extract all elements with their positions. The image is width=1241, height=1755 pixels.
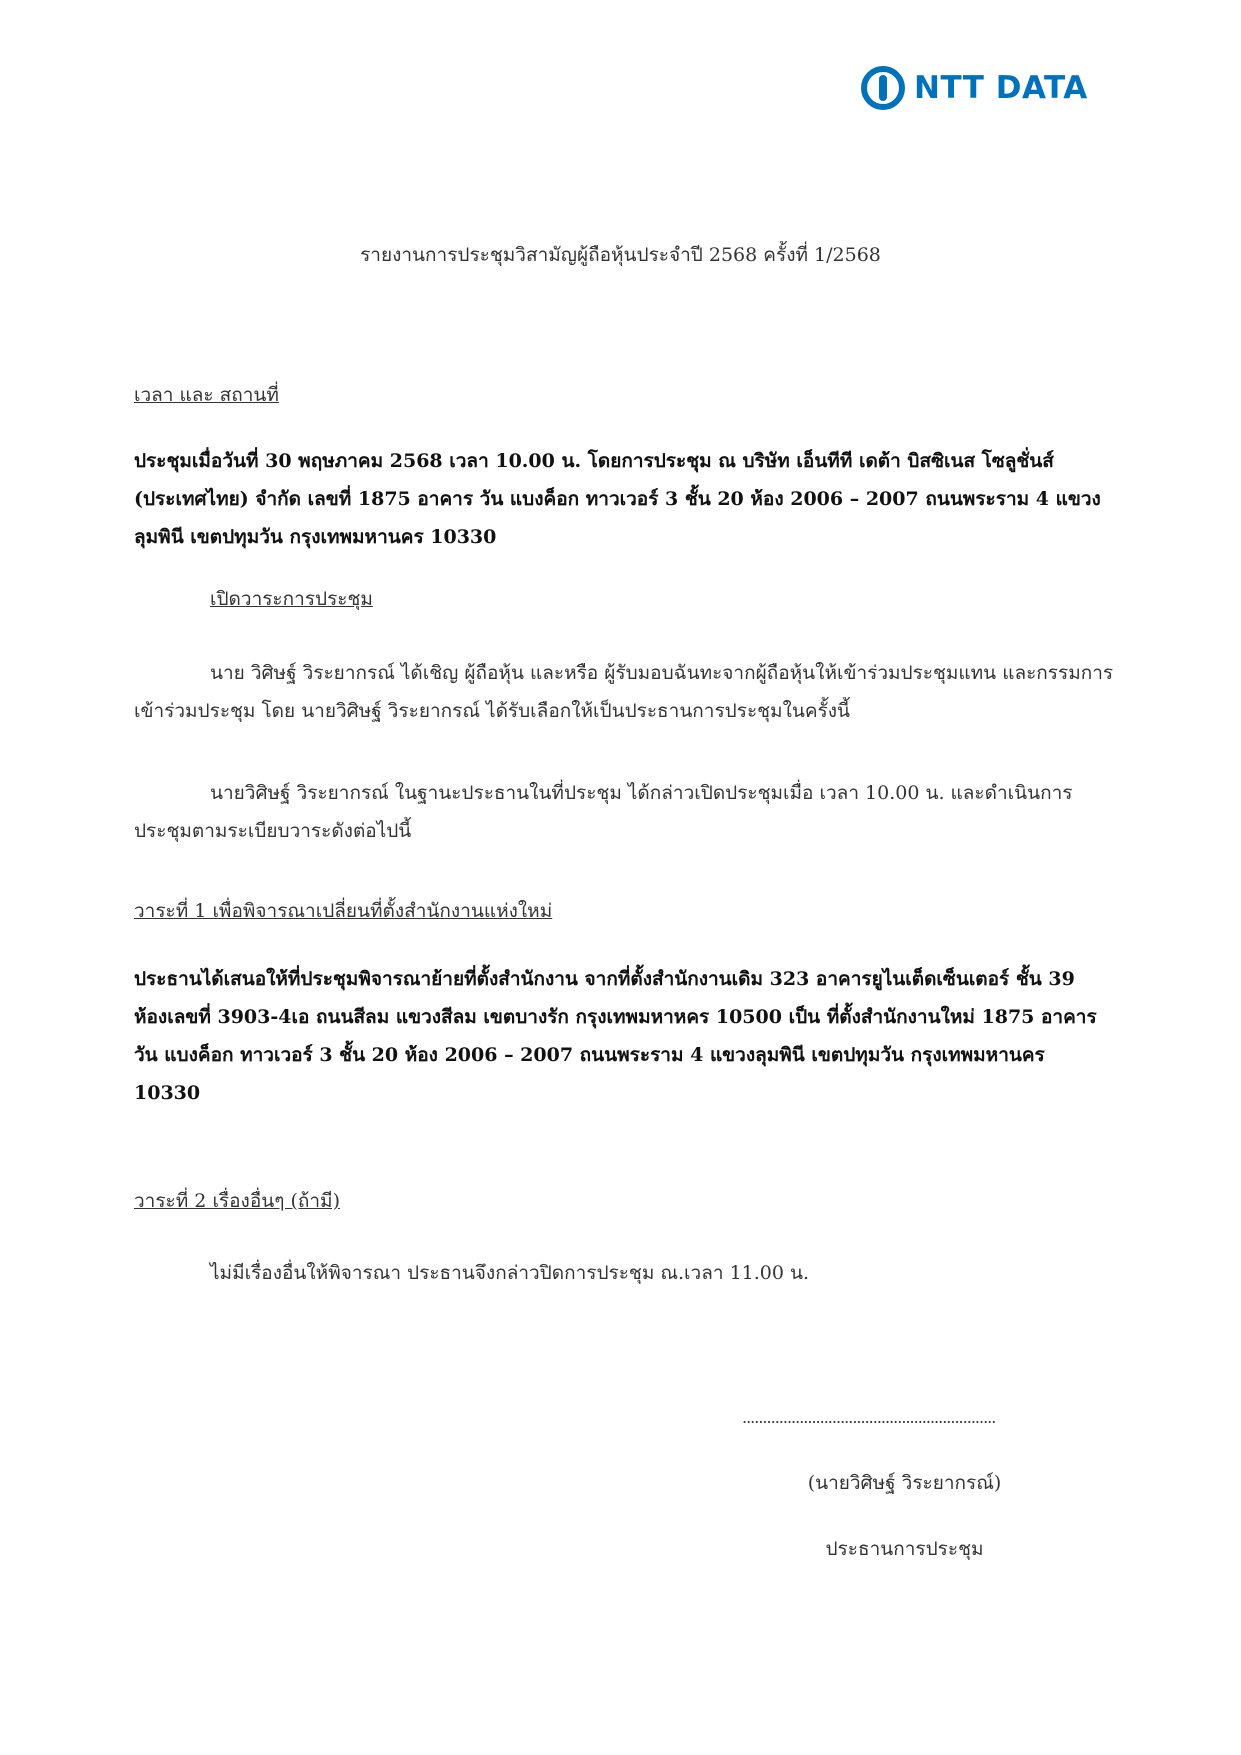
agenda-2-heading [134, 1186, 1114, 1216]
agenda-1-heading [134, 896, 1114, 926]
company-logo [860, 62, 1100, 114]
signatory-position: ประธานการประชุม [825, 1538, 984, 1560]
section-time-place-heading [134, 380, 1114, 410]
logo-text: NTT DATA [914, 70, 1088, 106]
heading-agenda-2: วาระที่ 2 เรื่องอื่นๆ (ถ้ามี) [134, 1190, 340, 1212]
agenda-1-body: ประธานได้เสนอให้ที่ประชุมพิจารณาย้ายที่ตั้งสำนักงาน จากที่ตั้งสำนักงานเดิม 323 อาคารยูไนเต็ดเซ็นเตอร์ ชั้น 39 ห้องเลขที่ 3903-4เอ ถนนสีลม แขวงสีลม เขตบางรัก กรุงเทพมหาหคร 10500 เป็น ที่ตั้งสำนักงานใหม่ 1875 อาคาร วัน แบงค็อก ทาวเวอร์ 3 ชั้น 20 ห้อง 2006 – 2007 ถนนพระราม 4 แขวงลุมพินี เขตปทุมวัน กรุงเทพมหานคร 10330 [134, 968, 1097, 1104]
signature-line: .............................................................. [742, 1408, 996, 1427]
heading-agenda-1: วาระที่ 1 เพื่อพิจารณาเปลี่ยนที่ตั้งสำนักงานแห่งใหม่ [134, 900, 553, 922]
opening-paragraph-2: นายวิศิษฐ์ วิระยากรณ์ ในฐานะประธานในที่ประชุม ได้กล่าวเปิดประชุมเมื่อ เวลา 10.00 น. และดำเนินการประชุมตามระเบียบวาระดังต่อไปนี้ [134, 782, 1073, 842]
opening-paragraph-1: นาย วิศิษฐ์ วิระยากรณ์ ได้เชิญ ผู้ถือหุ้น และหรือ ผู้รับมอบฉันทะจากผู้ถือหุ้นให้เข้าร่วมประชุมแทน และกรรมการเข้าร่วมประชุม โดย นายวิศิษฐ์ วิระยากรณ์ ได้รับเลือกให้เป็นประธานการประชุมในครั้งนี้ [134, 662, 1114, 722]
section-time-place-body: ประชุมเมื่อวันที่ 30 พฤษภาคม 2568 เวลา 10.00 น. โดยการประชุม ณ บริษัท เอ็นทีที เดต้า บิสซิเนส โซลูชั่นส์ (ประเทศไทย) จำกัด เลขที่ 1875 อาคาร วัน แบงค็อก ทาวเวอร์ 3 ชั้น 20 ห้อง 2006 – 2007 ถนนพระราม 4 แขวงลุมพินี เขตปทุมวัน กรุงเทพมหานคร 10330 [134, 450, 1101, 548]
heading-time-place: เวลา และ สถานที่ [134, 384, 279, 406]
signatory-name: (นายวิศิษฐ์ วิระยากรณ์) [807, 1472, 1002, 1494]
document-title: รายงานการประชุมวิสามัญผู้ถือหุ้นประจำปี 2568 ครั้งที่ 1/2568 [360, 244, 881, 266]
section-opening-heading [134, 584, 1114, 614]
ntt-data-logo-icon [860, 65, 906, 111]
agenda-2-body: ไม่มีเรื่องอื่นให้พิจารณา ประธานจึงกล่าวปิดการประชุม ณ.เวลา 11.00 น. [210, 1262, 810, 1284]
heading-opening: เปิดวาระการประชุม [210, 588, 373, 610]
